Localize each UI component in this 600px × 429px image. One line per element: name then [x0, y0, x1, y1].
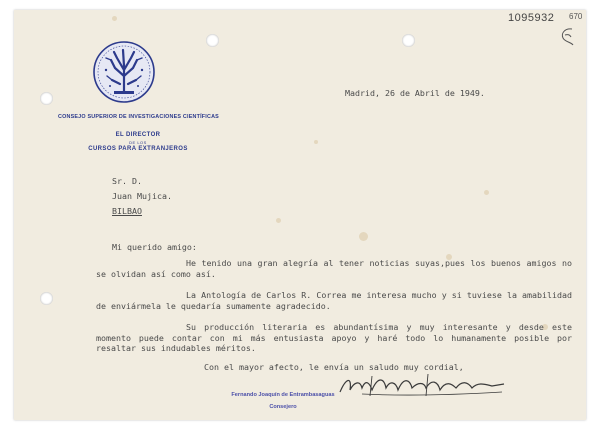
place-date: Madrid, 26 de Abril de 1949. [345, 88, 485, 98]
foxing-stain [314, 140, 318, 144]
letter-body [96, 258, 572, 365]
closing: Con el mayor afecto, le envía un saludo muy cordial, [204, 362, 464, 372]
foxing-stain [484, 190, 489, 195]
stamp-name: Fernando Joaquín de Entrambasaguas [231, 392, 335, 398]
archive-pencil-mark-icon [558, 26, 576, 48]
institution-name: CONSEJO SUPERIOR DE INVESTIGACIONES CIENTÍFICAS [58, 114, 219, 120]
recipient-salutation: Sr. D. [112, 176, 142, 186]
recipient-name: Juan Mujica. [112, 191, 172, 201]
director-title: EL DIRECTOR [115, 132, 161, 138]
foxing-stain [359, 232, 368, 241]
punch-hole [40, 292, 53, 305]
recipient-city: BILBAO [112, 206, 142, 216]
courses-name: CURSOS PARA EXTRANJEROS [88, 146, 188, 152]
body-paragraph: La Antología de Carlos R. Correa me interesa mucho y si tuviese la amabilidad de enviármela le quedaría sumamente agradecido. [96, 290, 572, 311]
punch-hole [206, 34, 219, 47]
foxing-stain [276, 218, 281, 223]
foxing-stain [112, 16, 117, 21]
director-of: DE LOS [129, 140, 147, 145]
letter-sheet [14, 10, 586, 420]
stamp-title: Consejero [269, 404, 297, 410]
archive-code: 670 [569, 12, 583, 21]
letterhead [58, 114, 218, 152]
institution-seal-logo [92, 40, 156, 104]
rubber-stamp [198, 392, 368, 410]
body-paragraph: He tenido una gran alegría al tener noticias suyas,pues los buenos amigos no se olvidan así como así. [96, 258, 572, 279]
greeting: Mi querido amigo: [112, 242, 197, 252]
punch-hole [40, 92, 53, 105]
archive-number: 1095932 [508, 12, 555, 24]
body-paragraph: Su producción literaria es abundantísima y muy interesante y desde este momento puede contar con mi más entusiasta apoyo y haré todo lo humanamente posible por resaltar sus indudables méritos. [96, 322, 572, 353]
punch-hole [402, 34, 415, 47]
